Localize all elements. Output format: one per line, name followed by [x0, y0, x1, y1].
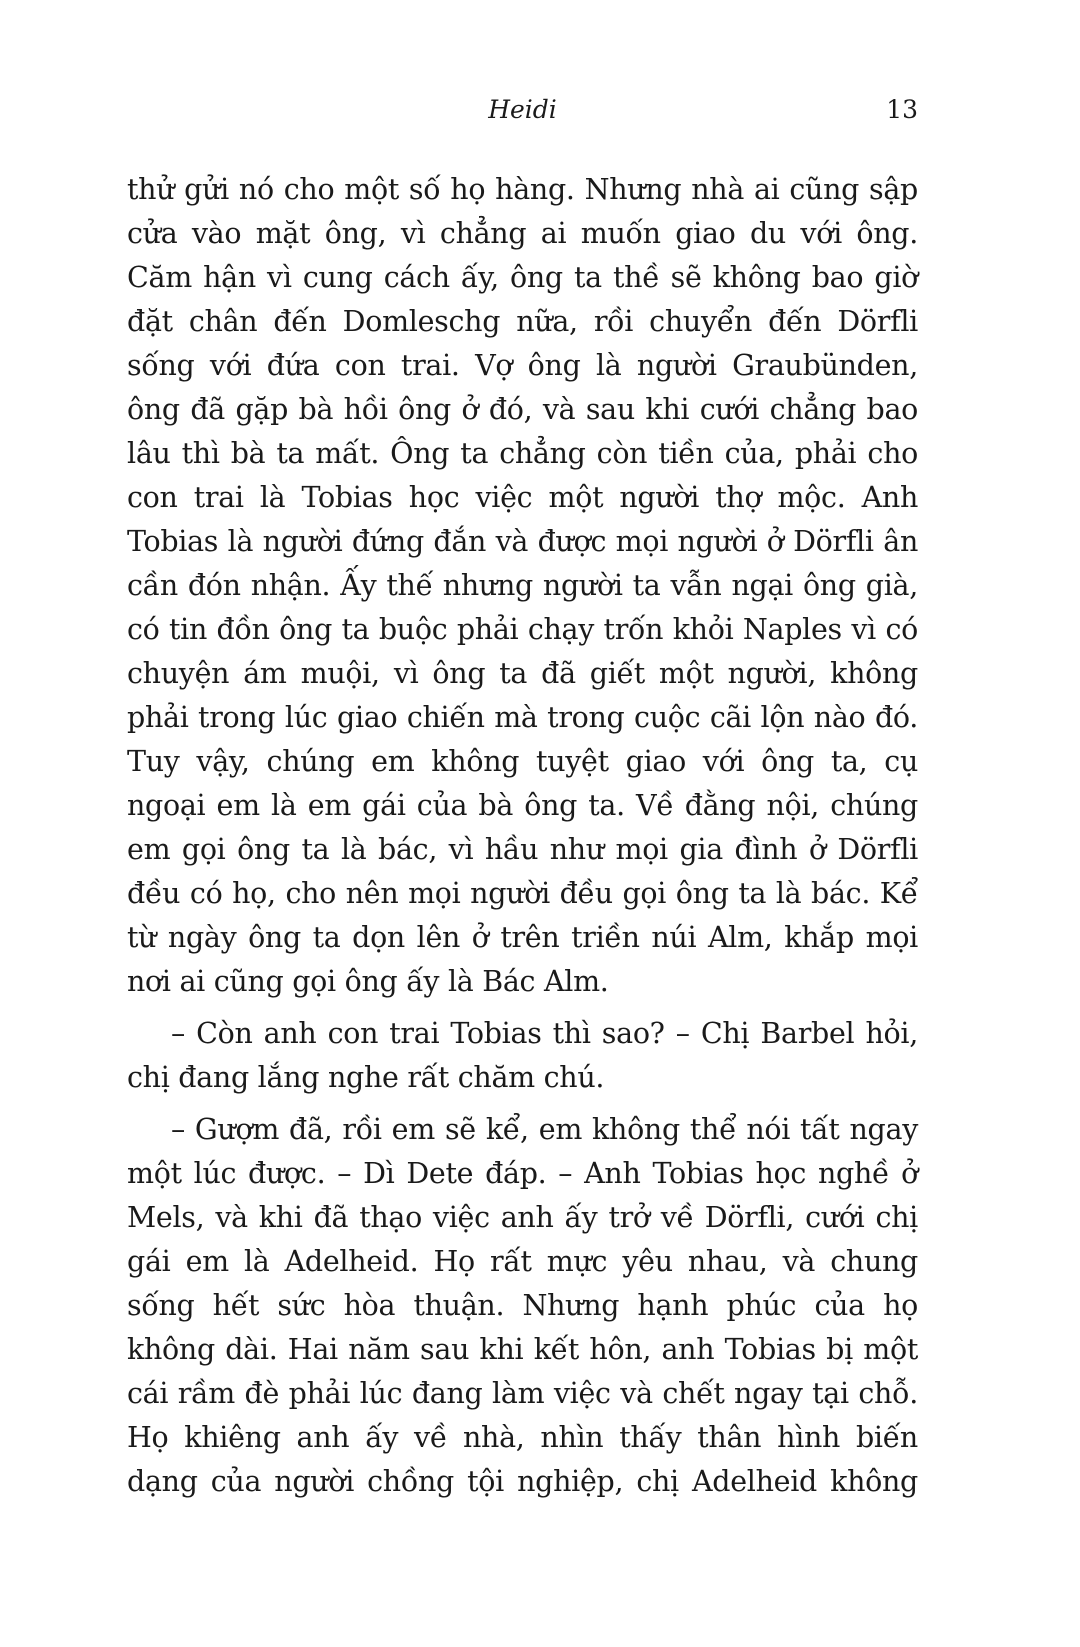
paragraph-dialogue-barbel: – Còn anh con trai Tobias thì sao? – Chị Barbel hỏi, chị đang lắng nghe rất chăm chú.: [127, 1017, 918, 1094]
paragraph-narration: thử gửi nó cho một số họ hàng. Nhưng nhà ai cũng sập cửa vào mặt ông, vì chẳng ai muốn giao du với ông. Căm hận vì cung cách ấy, ông ta thề sẽ không bao giờ đặt chân đến Domleschg nữa, rồi chuyển đến Dörfli sống với đứa con trai. Vợ ông là người Graubünden, ông đã gặp bà hồi ông ở đó, và sau khi cưới chẳng bao lâu thì bà ta mất. Ông ta chẳng còn tiền của, phải cho con trai là Tobias học việc một người thợ mộc. Anh Tobias là người đứng đắn và được mọi người ở Dörfli ân cần đón nhận. Ấy thế nhưng người ta vẫn ngại ông già, có tin đồn ông ta buộc phải chạy trốn khỏi Naples vì có chuyện ám muội, vì ông ta đã giết một người, không phải trong lúc giao chiến mà trong cuộc cãi lộn nào đó. Tuy vậy, chúng em không tuyệt giao với ông ta, cụ ngoại em là em gái của bà ông ta. Về đằng nội, chúng em gọi ông ta là bác, vì hầu như mọi gia đình ở Dörfli đều có họ, cho nên mọi người đều gọi ông ta là bác. Kể từ ngày ông ta dọn lên ở trên triền núi Alm, khắp mọi nơi ai cũng gọi ông ấy là Bác Alm.: [127, 173, 918, 998]
page-number: 13: [886, 95, 918, 124]
running-title: Heidi: [488, 95, 557, 124]
running-header: [127, 92, 918, 128]
body-text: [127, 168, 918, 1504]
paragraph-dialogue-dete: – Gượm đã, rồi em sẽ kể, em không thể nói tất ngay một lúc được. – Dì Dete đáp. – Anh Tobias học nghề ở Mels, và khi đã thạo việc anh ấy trở về Dörfli, cưới chị gái em là Adelheid. Họ rất mực yêu nhau, và chung sống hết sức hòa thuận. Nhưng hạnh phúc của họ không dài. Hai năm sau khi kết hôn, anh Tobias bị một cái rầm đè phải lúc đang làm việc và chết ngay tại chỗ. Họ khiêng anh ấy về nhà, nhìn thấy thân hình biến dạng của người chồng tội nghiệp, chị Adelheid không: [127, 1113, 918, 1498]
